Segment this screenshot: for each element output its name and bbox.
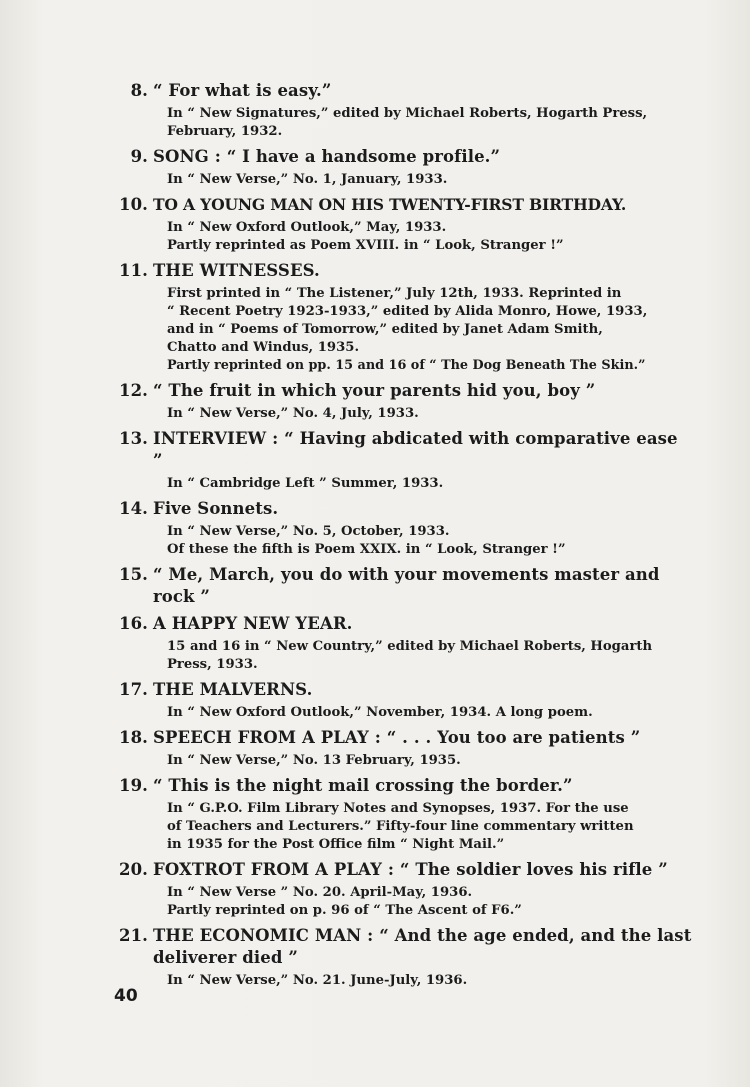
entry-14 [112, 498, 692, 559]
entry-note: In “ New Verse,” No. 13 February, 1935. [167, 753, 461, 768]
entry-number: 9. [130, 147, 148, 166]
entry-16 [112, 613, 692, 674]
entry-note: In “ Cambridge Left ” Summer, 1933. [167, 476, 444, 491]
entry-11 [112, 260, 692, 375]
entry-note: “ Recent Poetry 1923-1933,” edited by Alida Monro, Howe, 1933, [167, 304, 648, 319]
entry-8 [112, 80, 692, 141]
entry-note: of Teachers and Lecturers.” Fifty-four line commentary written [167, 819, 634, 834]
entry-title: INTERVIEW : “ Having abdicated with comparative ease ” [153, 429, 678, 470]
entry-number: 11. [118, 261, 148, 280]
entry-note: Press, 1933. [167, 657, 258, 672]
bibliography-list [112, 80, 692, 990]
entry-title: THE ECONOMIC MAN : “ And the age ended, and the last deliverer died ” [153, 926, 692, 967]
entry-number: 21. [118, 926, 148, 945]
entry-number: 18. [118, 728, 148, 747]
entry-title: Five Sonnets. [153, 499, 279, 518]
entry-note: In “ New Oxford Outlook,” May, 1933. [167, 220, 447, 235]
entry-note: and in “ Poems of Tomorrow,” edited by Janet Adam Smith, [167, 322, 603, 337]
entry-note: Of these the fifth is Poem XXIX. in “ Look, Stranger !” [167, 542, 566, 557]
entry-note: First printed in “ The Listener,” July 12th, 1933. Reprinted in [167, 286, 622, 301]
entry-title: “ The fruit in which your parents hid you, boy ” [153, 381, 596, 400]
entry-note: Chatto and Windus, 1935. [167, 340, 360, 355]
entry-note: in 1935 for the Post Office film “ Night Mail.” [167, 837, 505, 852]
entry-number: 19. [118, 776, 148, 795]
entry-title: SONG : “ I have a handsome profile.” [153, 147, 501, 166]
entry-20 [112, 859, 692, 920]
entry-note: In “ New Verse,” No. 5, October, 1933. [167, 524, 450, 539]
entry-title: TO A YOUNG MAN ON HIS TWENTY-FIRST BIRTHDAY. [153, 195, 627, 214]
entry-title: “ Me, March, you do with your movements master and rock ” [153, 565, 660, 606]
entry-note: 15 and 16 in “ New Country,” edited by Michael Roberts, Hogarth [167, 639, 653, 654]
page-number: 40 [114, 986, 138, 1006]
entry-note: In “ G.P.O. Film Library Notes and Synopses, 1937. For the use [167, 801, 629, 816]
entry-number: 10. [118, 195, 148, 214]
entry-12 [112, 380, 692, 423]
entry-number: 12. [118, 381, 148, 400]
entry-10 [112, 194, 692, 255]
entry-13 [112, 428, 692, 493]
entry-title: A HAPPY NEW YEAR. [153, 614, 353, 633]
entry-note: Partly reprinted on p. 96 of “ The Ascent of F6.” [167, 903, 522, 918]
entry-title: “ For what is easy.” [153, 81, 332, 100]
entry-number: 13. [118, 429, 148, 448]
entry-note: In “ New Oxford Outlook,” November, 1934. A long poem. [167, 705, 593, 720]
entry-note: In “ New Verse ” No. 20. April-May, 1936. [167, 885, 473, 900]
entry-title: “ This is the night mail crossing the border.” [153, 776, 573, 795]
entry-note: Partly reprinted as Poem XVIII. in “ Look, Stranger !” [167, 238, 564, 253]
entry-number: 16. [118, 614, 148, 633]
entry-note: In “ New Verse,” No. 1, January, 1933. [167, 172, 448, 187]
entry-note: In “ New Verse,” No. 4, July, 1933. [167, 406, 419, 421]
entry-title: SPEECH FROM A PLAY : “ . . . You too are patients ” [153, 728, 641, 747]
entry-number: 14. [118, 499, 148, 518]
entry-9 [112, 146, 692, 189]
entry-18 [112, 727, 692, 770]
entry-19 [112, 775, 692, 854]
entry-number: 15. [118, 565, 148, 584]
entry-title: THE MALVERNS. [153, 680, 313, 699]
entry-title: THE WITNESSES. [153, 261, 320, 280]
entry-number: 20. [118, 860, 148, 879]
entry-17 [112, 679, 692, 722]
entry-number: 8. [130, 81, 148, 100]
entry-note: Partly reprinted on pp. 15 and 16 of “ The Dog Beneath The Skin.” [167, 358, 646, 373]
entry-21 [112, 925, 692, 990]
entry-title: FOXTROT FROM A PLAY : “ The soldier loves his rifle ” [153, 860, 668, 879]
entry-note: February, 1932. [167, 124, 283, 139]
entry-note: In “ New Verse,” No. 21. June-July, 1936. [167, 973, 468, 988]
entry-note: In “ New Signatures,” edited by Michael Roberts, Hogarth Press, [167, 106, 648, 121]
entry-15 [112, 564, 692, 608]
entry-number: 17. [118, 680, 148, 699]
